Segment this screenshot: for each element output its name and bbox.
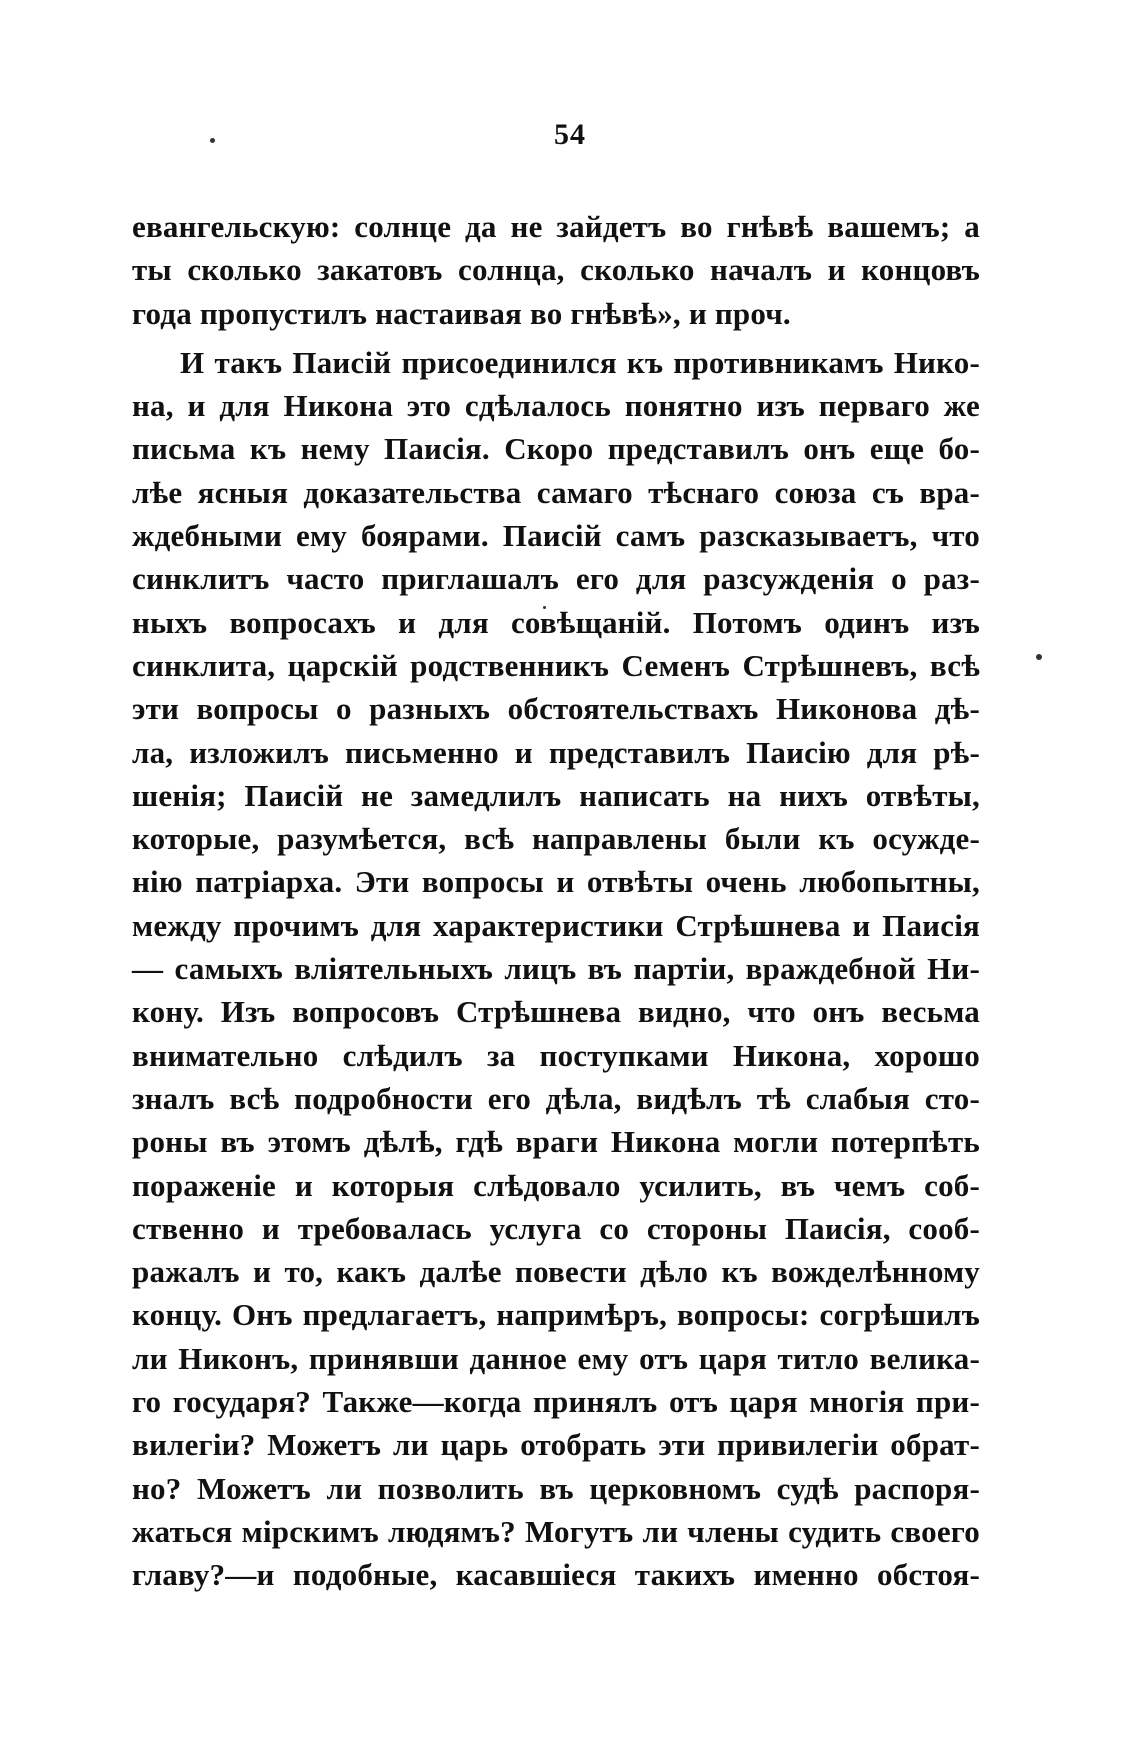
text-line: лѣе ясныя доказательства самаго тѣснаго союза съ вра- xyxy=(132,474,980,510)
text-line: пораженіе и которыя слѣдовало усилить, въ чемъ соб- xyxy=(132,1167,980,1203)
text-line: кону. Изъ вопросовъ Стрѣшнева видно, что онъ весьма xyxy=(132,994,980,1030)
text-line: ждебными ему боярами. Паисій самъ разсказываетъ, что xyxy=(132,518,980,554)
text-line: ты сколько закатовъ солнца, сколько началъ и концовъ xyxy=(132,252,980,288)
text-line: ражалъ и то, какъ далѣе повести дѣло къ вожделѣнному xyxy=(132,1254,980,1290)
text-line: главу?—и подобные, касавшіеся такихъ именно обстоя- xyxy=(132,1557,980,1593)
text-line: на, и для Никона это сдѣлалось понятно изъ перваго же xyxy=(132,388,980,424)
text-line: ла, изложилъ письменно и представилъ Паисію для рѣ- xyxy=(132,734,980,770)
paragraph-1 xyxy=(132,205,980,335)
text-line: ныхъ вопросахъ и для совѣщаній. Потомъ одинъ изъ xyxy=(132,604,980,640)
text-line: нію патріарха. Эти вопросы и отвѣты очень любопытны, xyxy=(132,864,980,900)
text-line: но? Можетъ ли позволить въ церковномъ судѣ распоря- xyxy=(132,1470,980,1506)
text-line: шенія; Паисій не замедлилъ написать на нихъ отвѣты, xyxy=(132,777,980,813)
text-line: — самыхъ вліятельныхъ лицъ въ партіи, враждебной Ни- xyxy=(132,951,980,987)
text-line: синклита, царскій родственникъ Семенъ Стрѣшневъ, всѣ xyxy=(132,647,980,683)
text-line: которые, разумѣется, всѣ направлены были къ осужде- xyxy=(132,821,980,857)
text-line: вилегіи? Можетъ ли царь отобрать эти привилегіи обрат- xyxy=(132,1427,980,1463)
body-text xyxy=(132,205,980,1597)
text-line: И такъ Паисій присоединился къ противникамъ Нико- xyxy=(180,344,980,380)
text-line: года пропустилъ настаивая во гнѣвѣ», и проч. xyxy=(132,295,791,331)
paragraph-2 xyxy=(132,341,980,1597)
text-line: внимательно слѣдилъ за поступками Никона, хорошо xyxy=(132,1037,980,1073)
text-line: роны въ этомъ дѣлѣ, гдѣ враги Никона могли потерпѣть xyxy=(132,1124,980,1160)
speck-mark xyxy=(210,138,215,143)
text-line: письма къ нему Паисія. Скоро представилъ онъ еще бо- xyxy=(132,431,980,467)
page-number: 54 xyxy=(554,118,586,151)
text-line: ли Никонъ, принявши данное ему отъ царя титло велика- xyxy=(132,1340,980,1376)
text-line: жаться мірскимъ людямъ? Могутъ ли члены судить своего xyxy=(132,1513,980,1549)
text-line: концу. Онъ предлагаетъ, напримѣръ, вопросы: согрѣшилъ xyxy=(132,1297,980,1333)
text-line: го государя? Также—когда принялъ отъ царя многія при- xyxy=(132,1384,980,1420)
text-line: зналъ всѣ подробности его дѣла, видѣлъ тѣ слабыя сто- xyxy=(132,1080,980,1116)
text-line: синклитъ часто приглашалъ его для разсужденія о раз- xyxy=(132,561,980,597)
text-line: евангельскую: солнце да не зайдетъ во гнѣвѣ вашемъ; а xyxy=(132,209,980,244)
speck-mark xyxy=(1036,654,1042,660)
text-line: ственно и требовалась услуга со стороны Паисія, сооб- xyxy=(132,1210,980,1246)
text-line: между прочимъ для характеристики Стрѣшнева и Паисія xyxy=(132,907,980,943)
text-line: эти вопросы о разныхъ обстоятельствахъ Никонова дѣ- xyxy=(132,691,980,727)
